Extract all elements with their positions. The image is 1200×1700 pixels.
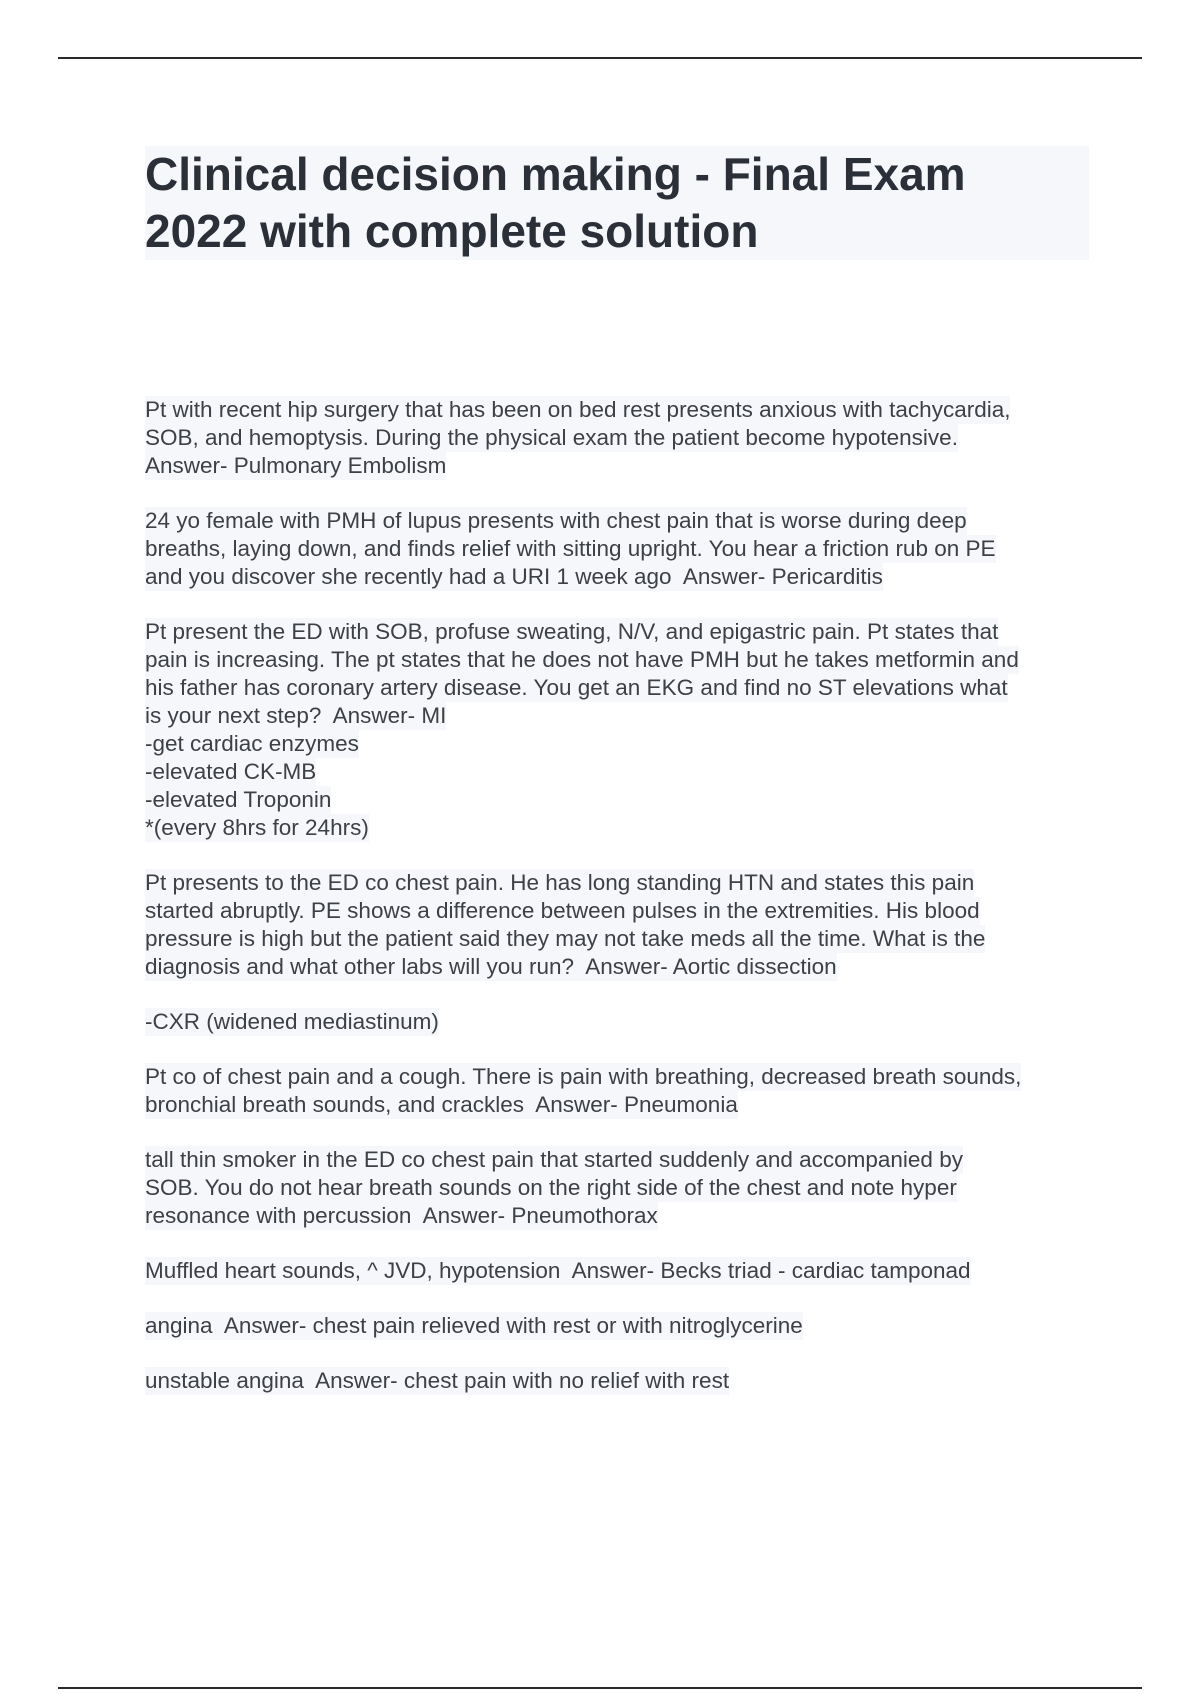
qa-item-line: angina Answer- chest pain relieved with rest or with nitroglycerine (145, 1313, 803, 1338)
qa-item-line: started abruptly. PE shows a difference between pulses in the extremities. His blood (145, 898, 980, 923)
page-title (145, 146, 1089, 260)
qa-item-line: resonance with percussion Answer- Pneumothorax (145, 1203, 658, 1228)
qa-item (145, 507, 1095, 591)
question-answer-list (145, 396, 1095, 1422)
qa-item (145, 1367, 1095, 1395)
qa-item-line: and you discover she recently had a URI 1 week ago Answer- Pericarditis (145, 564, 883, 589)
qa-item-line: -CXR (widened mediastinum) (145, 1009, 439, 1034)
qa-item-line: tall thin smoker in the ED co chest pain that started suddenly and accompanied by (145, 1147, 963, 1172)
qa-item (145, 618, 1095, 842)
qa-item-line: Answer- Pulmonary Embolism (145, 453, 447, 478)
qa-item-line: his father has coronary artery disease. You get an EKG and find no ST elevations what (145, 675, 1008, 700)
title-line-2: 2022 with complete solution (145, 205, 759, 257)
top-divider (58, 57, 1142, 59)
qa-item-line: SOB. You do not hear breath sounds on the right side of the chest and note hyper (145, 1175, 957, 1200)
qa-item (145, 869, 1095, 981)
qa-item (145, 396, 1095, 480)
qa-item-line: Pt with recent hip surgery that has been on bed rest presents anxious with tachycardia, (145, 397, 1011, 422)
qa-item (145, 1257, 1095, 1285)
qa-item-line: 24 yo female with PMH of lupus presents with chest pain that is worse during deep (145, 508, 967, 533)
qa-item (145, 1312, 1095, 1340)
qa-item-line: pain is increasing. The pt states that he does not have PMH but he takes metformin and (145, 647, 1019, 672)
qa-item-line: pressure is high but the patient said they may not take meds all the time. What is the (145, 926, 986, 951)
qa-item-line: diagnosis and what other labs will you run? Answer- Aortic dissection (145, 954, 837, 979)
bottom-divider (58, 1687, 1142, 1689)
title-block (145, 146, 1089, 260)
title-line-1: Clinical decision making - Final Exam (145, 148, 966, 200)
qa-item-line: Pt co of chest pain and a cough. There is pain with breathing, decreased breath sounds, (145, 1064, 1022, 1089)
qa-item (145, 1146, 1095, 1230)
qa-item-line: breaths, laying down, and finds relief with sitting upright. You hear a friction rub on PE (145, 536, 996, 561)
qa-item-line: Pt presents to the ED co chest pain. He has long standing HTN and states this pain (145, 870, 975, 895)
qa-item-line: Pt present the ED with SOB, profuse sweating, N/V, and epigastric pain. Pt states that (145, 619, 999, 644)
qa-item-line: SOB, and hemoptysis. During the physical exam the patient become hypotensive. (145, 425, 958, 450)
qa-item-line: bronchial breath sounds, and crackles Answer- Pneumonia (145, 1092, 738, 1117)
qa-item-line: is your next step? Answer- MI (145, 703, 447, 728)
qa-item-line: -get cardiac enzymes (145, 731, 359, 756)
qa-item-line: *(every 8hrs for 24hrs) (145, 815, 369, 840)
qa-item-line: Muffled heart sounds, ^ JVD, hypotension Answer- Becks triad - cardiac tamponad (145, 1258, 971, 1283)
qa-item (145, 1008, 1095, 1036)
qa-item-line: -elevated Troponin (145, 787, 332, 812)
qa-item (145, 1063, 1095, 1119)
qa-item-line: unstable angina Answer- chest pain with no relief with rest (145, 1368, 730, 1393)
qa-item-line: -elevated CK-MB (145, 759, 317, 784)
